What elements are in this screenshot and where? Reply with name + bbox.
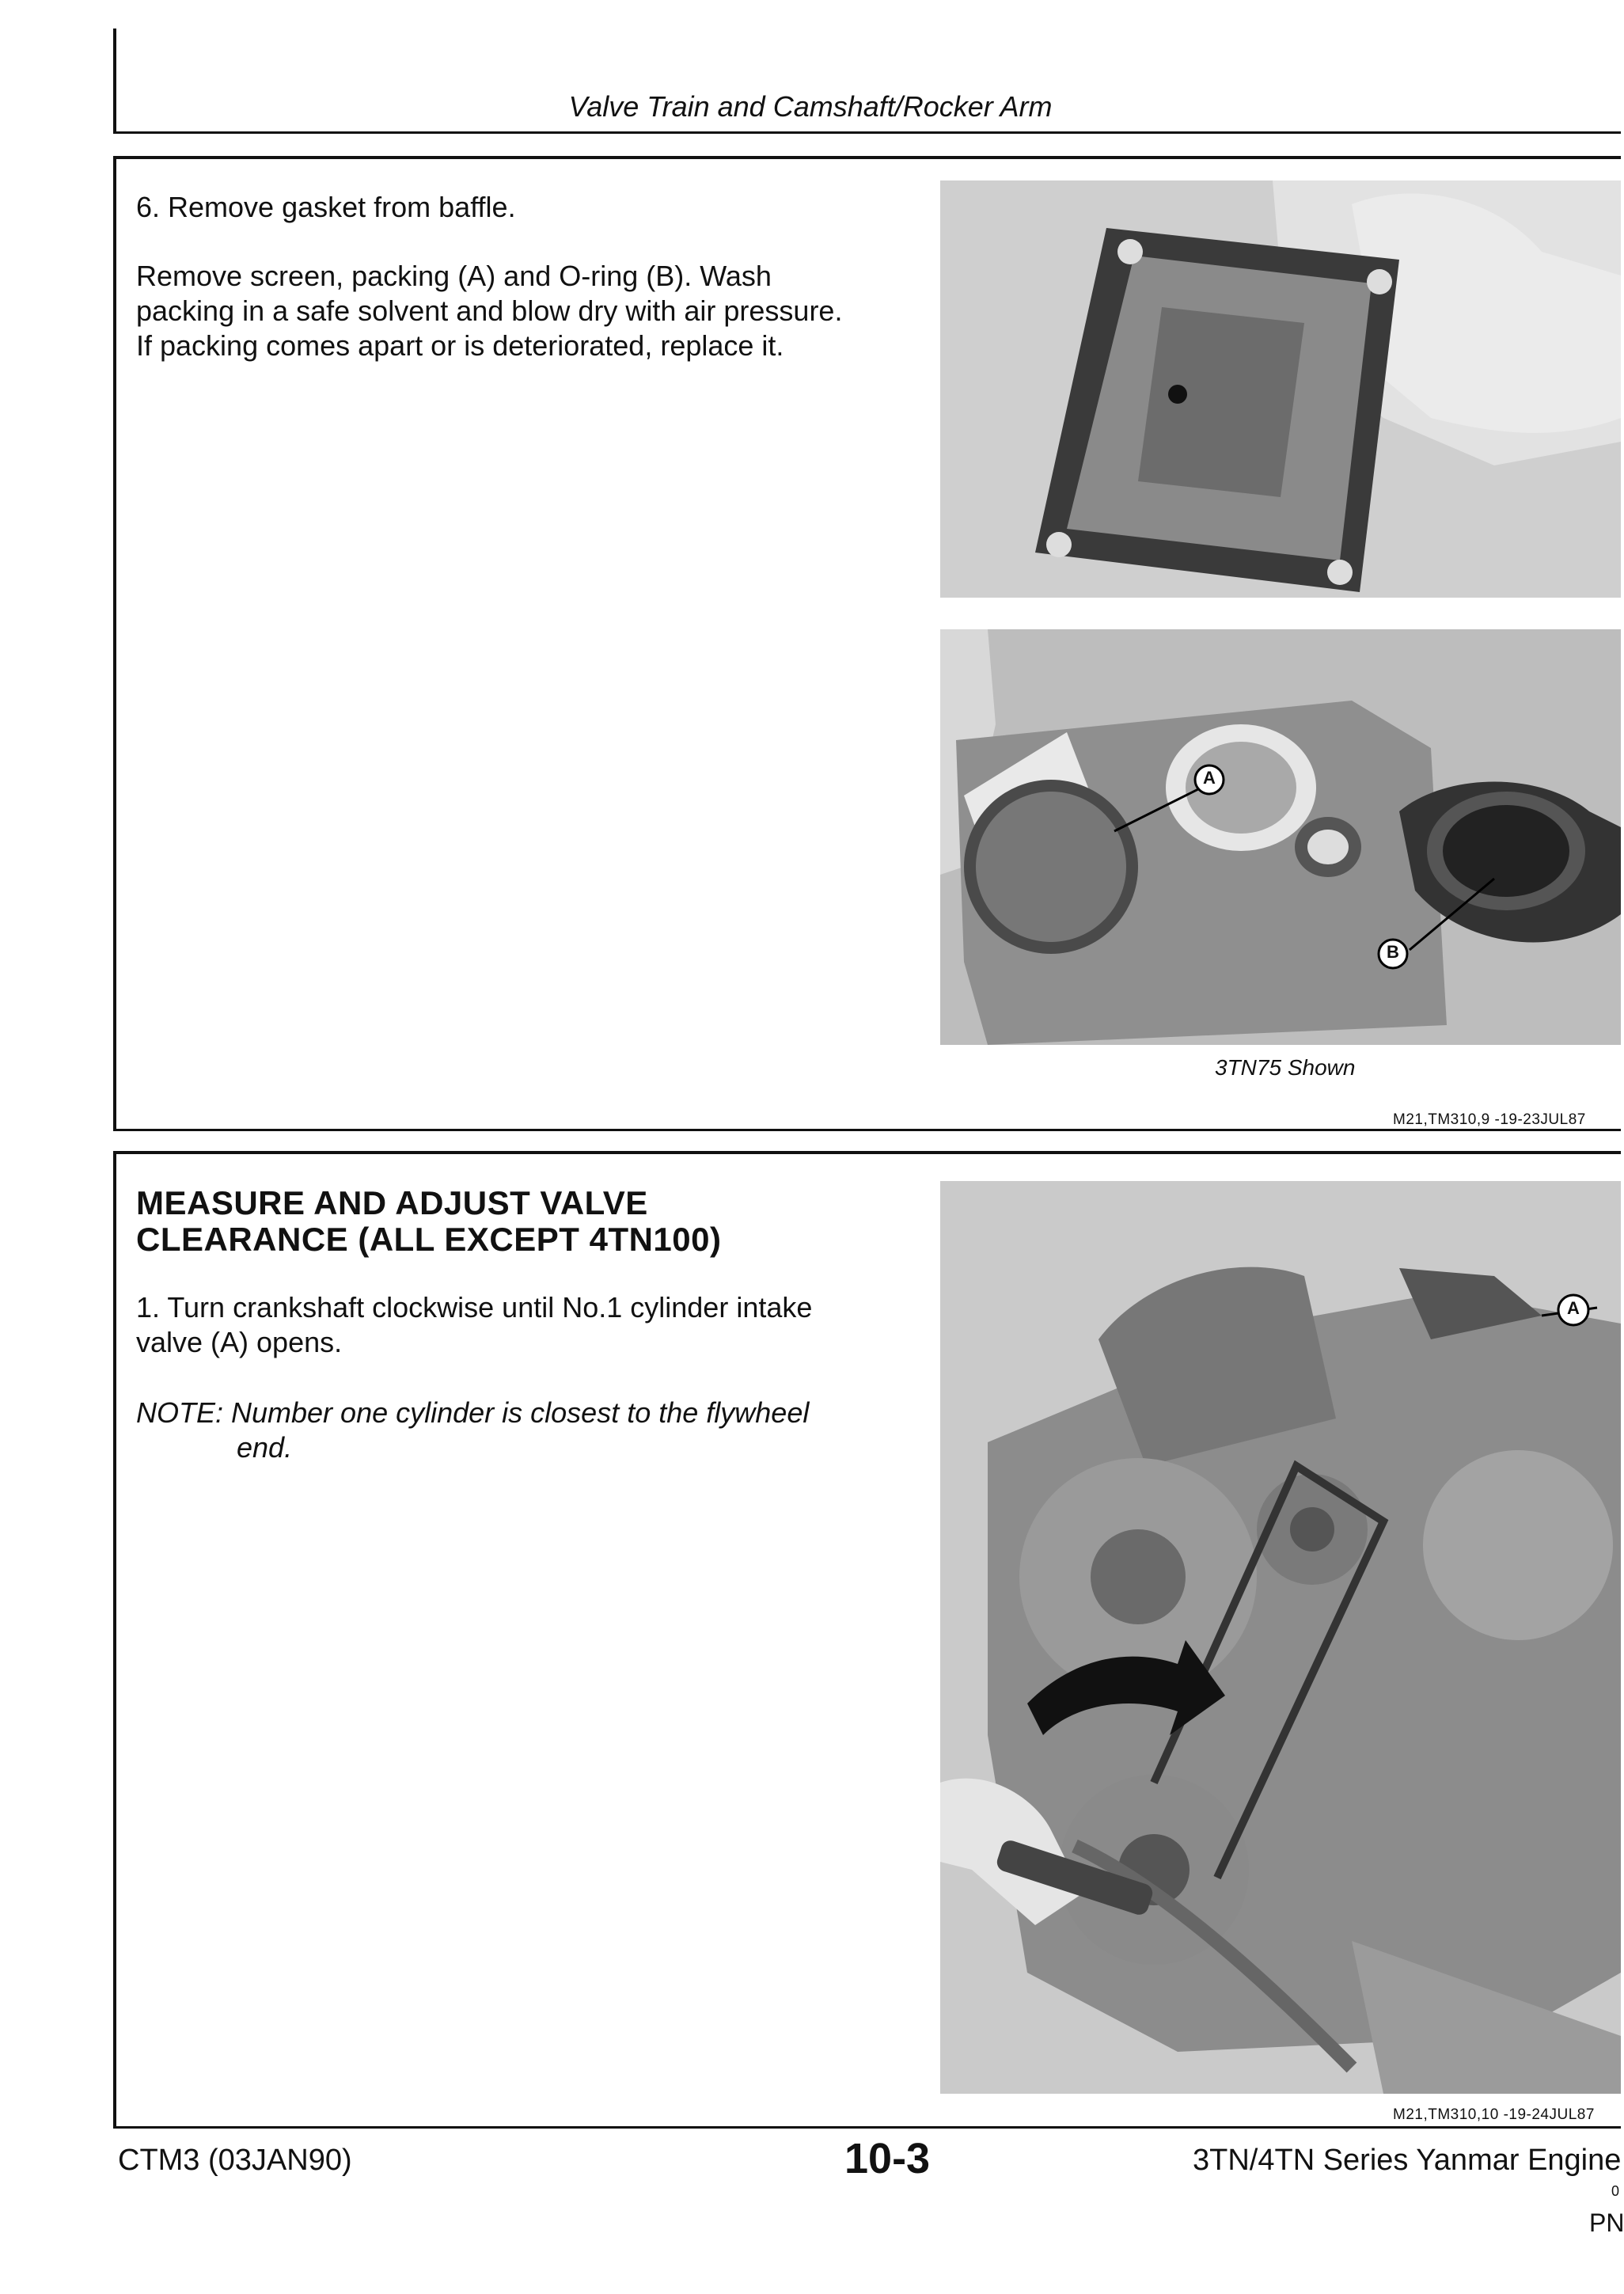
packing-oring-photo [940, 629, 1621, 1045]
footer-pn-label: PN [1589, 2209, 1624, 2237]
page-header-title: Valve Train and Camshaft/Rocker Arm [568, 90, 1053, 123]
callout-a-label: A [1203, 768, 1216, 788]
callout-b-label: B [1387, 942, 1399, 962]
section1-paragraph [136, 259, 928, 363]
section2-step [136, 1290, 928, 1360]
section2-step-line: valve (A) opens. [136, 1326, 343, 1358]
section2-heading [136, 1185, 722, 1258]
footer-small-marker: 0 [1611, 2183, 1620, 2199]
section1-paragraph-line: packing in a safe solvent and blow dry with air pressure. [136, 294, 843, 327]
footer-manual-title: 3TN/4TN Series Yanmar Engine [1193, 2144, 1622, 2177]
engine-callout-a-label: A [1567, 1298, 1580, 1318]
section1-paragraph-line: If packing comes apart or is deteriorated, replace it. [136, 329, 784, 362]
section2-top-rule [113, 1151, 1621, 1154]
section2-reference-code: M21,TM310,10 -19-24JUL87 [1393, 2106, 1595, 2123]
section1-top-rule [113, 156, 1621, 159]
engine-photo [940, 1181, 1621, 2094]
baffle-gasket-photo [940, 180, 1621, 598]
section2-note [136, 1396, 928, 1465]
section2-heading-line: CLEARANCE (ALL EXCEPT 4TN100) [136, 1221, 722, 1258]
section2-note-line: NOTE: Number one cylinder is closest to the flywheel [136, 1396, 810, 1429]
section1-bottom-rule [113, 1129, 1621, 1131]
footer-page-number: 10-3 [844, 2135, 931, 2182]
section2-step-line: 1. Turn crankshaft clockwise until No.1 cylinder intake [136, 1291, 813, 1324]
section1-step: 6. Remove gasket from baffle. [136, 191, 516, 223]
section2-note-line: end. [237, 1431, 293, 1464]
section1-left-rule [113, 156, 116, 1130]
footer-document-id: CTM3 (03JAN90) [118, 2144, 352, 2177]
section1-reference-code: M21,TM310,9 -19-23JUL87 [1393, 1111, 1586, 1128]
section1-paragraph-line: Remove screen, packing (A) and O-ring (B). Wash [136, 260, 772, 292]
section2-bottom-rule [113, 2126, 1621, 2129]
photo-caption: 3TN75 Shown [1215, 1055, 1356, 1080]
header-rule [113, 131, 1621, 134]
section2-left-rule [113, 1151, 116, 2128]
section2-heading-line: MEASURE AND ADJUST VALVE [136, 1184, 648, 1221]
